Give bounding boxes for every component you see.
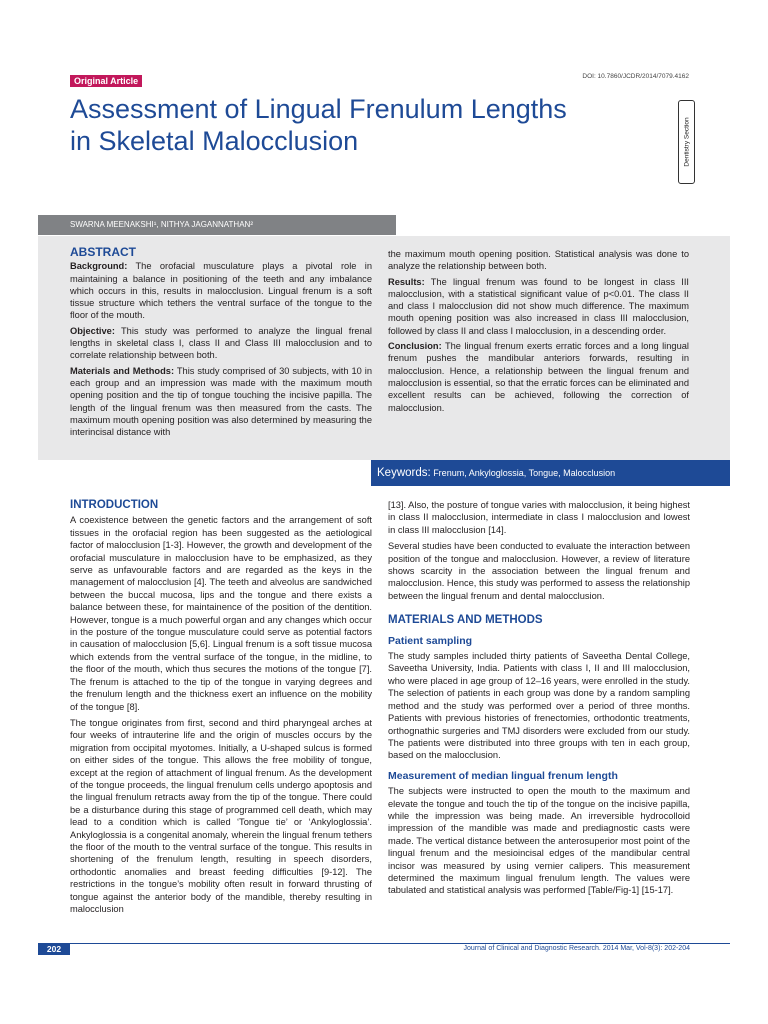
objective-label: Objective: <box>70 325 115 336</box>
background-text: The orofacial musculature plays a pivotal role in maintaining a balance in positioning of the teeth and any imbalance which occurs in this, results in malocclusion. Lingual frenum is a soft tissue structure which tethers the ventral surface of the tongue to the floor of the mouth. <box>70 261 372 321</box>
doi-text: DOI: 10.7860/JCDR/2014/7079.4162 <box>582 73 689 80</box>
conclusion-text: The lingual frenum exerts erratic forces and a long lingual frenum pushes the mandibular anteriors forwards, resulting in malocclusion. Hence, a relationship between the lingual frenum and malocclusion is essential, so that the erratic forces can be eliminated and excellent results can be achieved, following the correction of malocclusion. <box>388 341 689 413</box>
results-text: The lingual frenum was found to be longest in class III malocclusion, with a statistical significant value of p<0.01. The class II and class I malocclusion did not show much difference. The maximum mouth opening position was also increased in class III malocclusion, followed by class II and class I malocclusion, in a descending order. <box>388 276 689 336</box>
abstract-conclusion <box>388 340 689 414</box>
measurement-heading: Measurement of median lingual frenum length <box>388 769 618 782</box>
keywords-bar <box>371 460 730 486</box>
objective-text: This study was performed to analyze the lingual frenal lengths in skeletal class I, class II and Class III malocclusion and to correlate relationship between both. <box>70 325 372 361</box>
section-tab-label: Dentistry Section <box>683 117 690 167</box>
results-label: Results: <box>388 276 425 287</box>
page-number: 202 <box>38 943 70 955</box>
article-title <box>70 93 630 157</box>
background-label: Background: <box>70 261 128 272</box>
title-line-1: Assessment of Lingual Frenulum Lengths <box>70 94 567 124</box>
body-left-column <box>70 499 372 919</box>
abstract-right-column <box>388 248 689 417</box>
abstract-box <box>38 236 730 460</box>
abstract-left-column <box>70 236 372 441</box>
intro-paragraph-2: The tongue originates from first, second and third pharyngeal arches at four weeks of intrauterine life and the origin of muscles occurs by the migration from occipital myotomes. Initially, a U-shaped sulcus is formed on either sides of the tongue. This allows the free mobility of tongue, except at the region of attachment of lingual frenum. As the development of the tongue proceeds, the lingual frenulum cells undergo apoptosis and the lingual frenulum retracts away from the tip of the tongue. There could be a disturbance during this stage of programmed cell death, which may lead to a condition which is called ‘Tongue tie’ or ‘Ankyloglossia’. Ankyloglossia is a congenital anomaly, wherein the lingual frenum tethers the floor of the mouth to the ventral surface of the tongue. This results in shortening of the frenulum length, resulting in speech disorders, orthodontic anomalies and breast feeding difficulties [9-12]. The restrictions in the tongue’s mobility often result in forward thrusting of tongue against the anterior body of the mandible, thereby resulting in malocclusion <box>70 717 372 914</box>
intro-paragraph-1: A coexistence between the genetic factors and the arrangement of soft tissues in the orofacial region has been suggested as the aetiological factor of malocclusion [1-3]. However, the growth and development of the orofacial musculature in malocclusion have to be emphasized, as they serve as unfavourable factors and are regarded as the keys in the management of malocclusion [4]. The teeth and alveolus are sandwiched between the buccal mucosa, lips and the tongue and there exists a balance between these, for maintainence of the position of the dentition. However, tongue is a much powerful organ and any changes which occur in the posture of the tongue musculature could serve as potential factors in causation of malocclusion [5,6]. Lingual frenum is a soft tissue mucosa which extends from the ventral surface of the tongue, in the midline, to the floor of the mouth, which thus secures the motions of the tongue [7]. The frenum is attached to the tip of the tongue in varying degrees and the frenulum length and the thickness exert an influence on the mobility of the tongue [8]. <box>70 515 372 712</box>
patient-sampling-heading: Patient sampling <box>388 634 473 647</box>
footer-rule <box>38 943 730 944</box>
authors-bar: SWARNA MEENAKSHI¹, NITHYA JAGANNATHAN² <box>38 215 396 235</box>
intro-paragraph-4: Several studies have been conducted to evaluate the interaction between position of the tongue and malocclusion. However, a review of literature shows scarcity in the association between the lingual frenum and malocclusion. Hence, this study was performed to assess the relationship between the lingual frenum and dental malocclusion. <box>388 541 690 601</box>
abstract-results <box>388 276 689 337</box>
methods-paragraph-1: The study samples included thirty patients of Saveetha Dental College, Saveetha University, India. Patients with class I, II and III malocclusion, who were placed in age group of 12–16 years, were enrolled in the study. The selection of patients in each group was done by a random sampling method and the study was performed over a period of three months. Patients with previous histories of frenectomies, orthodontic treatments, orthognathic surgeries and TMJ disorders were excluded from our study. The patients were distributed into three groups with ten in each group, based on the malocclusion. <box>388 651 690 761</box>
journal-citation: Journal of Clinical and Diagnostic Research. 2014 Mar, Vol-8(3): 202-204 <box>463 945 690 952</box>
methods-heading: MATERIALS AND METHODS <box>388 614 543 627</box>
body-right-column <box>388 499 690 901</box>
keywords-label: Keywords: <box>377 467 431 479</box>
introduction-heading: INTRODUCTION <box>70 499 159 511</box>
methods-paragraph-2: The subjects were instructed to open the mouth to the maximum and elevate the tongue and touch the tip of the tongue on the incisive papilla, while the impression was being made. An irreversible hydrocolloid impression of the mandible was made and prediagnostic casts were made. The vertical distance between the anterosuperior most point of the lingual frenum and the mesioincisal edges of the mandibular central incisor was measured by using vernier calipers. This measurement determined the maximum lingual frenulum length. The values were tabulated and statistical analysis was performed [Table/Fig-1] [15-17]. <box>388 786 690 896</box>
article-type-badge: Original Article <box>70 75 142 87</box>
keywords-text: Frenum, Ankyloglossia, Tongue, Malocclusion <box>430 468 616 478</box>
methods-label: Materials and Methods: <box>70 365 175 376</box>
abstract-background <box>70 260 372 321</box>
abstract-heading: ABSTRACT <box>70 245 136 259</box>
section-tab <box>678 100 695 184</box>
abstract-methods-continued: the maximum mouth opening position. Statistical analysis was done to analyze the relationship between both. <box>388 249 689 272</box>
conclusion-label: Conclusion: <box>388 341 442 352</box>
abstract-objective <box>70 325 372 362</box>
methods-text: This study comprised of 30 subjects, with 10 in each group and an impression was made with the maximum mouth opening position and the tip of tongue touching the incisive papilla. The length of the lingual frenum was then measured from the casts. The maximum mouth opening position was also determined by measuring the interincisal distance with <box>70 365 373 438</box>
abstract-methods <box>70 365 372 439</box>
title-line-2: in Skeletal Malocclusion <box>70 126 359 156</box>
intro-paragraph-3: [13]. Also, the posture of tongue varies with malocclusion, it being highest in class II malocclusion, intermediate in class I malocclusion and lowest in class III malocclusion [14]. <box>388 500 690 535</box>
